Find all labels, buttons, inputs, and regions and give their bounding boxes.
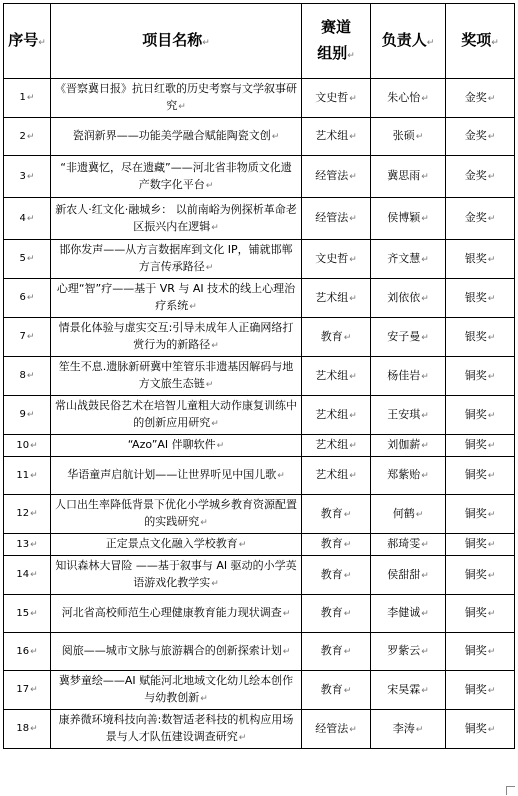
cell-award: 铜奖↵ [446, 534, 515, 556]
table-row [4, 318, 515, 357]
table-row [4, 671, 515, 710]
table-row [4, 633, 515, 671]
table-row [4, 396, 515, 435]
cell-index: 6↵ [4, 279, 51, 318]
cell-index: 10↵ [4, 435, 51, 457]
cell-project: 笙生不息.遗脉新研冀中笙管乐非遗基因解码与地方文旅生态链↵ [51, 357, 302, 396]
table-body [4, 79, 515, 749]
cell-leader: 李涛↵ [371, 710, 446, 749]
cell-leader: 冀思雨↵ [371, 156, 446, 198]
cell-award: 铜奖↵ [446, 595, 515, 633]
table-row [4, 534, 515, 556]
header-award: 奖项↵ [446, 4, 515, 79]
cell-award: 铜奖↵ [446, 556, 515, 595]
header-project: 项目名称↵ [51, 4, 302, 79]
cell-index: 3↵ [4, 156, 51, 198]
cell-project: 心理“智”疗——基于 VR 与 AI 技术的线上心理治疗系统↵ [51, 279, 302, 318]
header-row [4, 4, 515, 79]
cell-project: 华语童声启航计划——让世界听见中国儿歌↵ [51, 457, 302, 495]
table-row [4, 495, 515, 534]
cell-leader: 杨佳岩↵ [371, 357, 446, 396]
award-table [3, 3, 515, 749]
cell-project: 常山战鼓民俗艺术在培智儿童粗大动作康复训练中的创新应用研究↵ [51, 396, 302, 435]
table-row [4, 156, 515, 198]
cell-index: 12↵ [4, 495, 51, 534]
header-track: 赛道组别↵ [302, 4, 371, 79]
header-index: 序号↵ [4, 4, 51, 79]
table-row [4, 279, 515, 318]
cell-index: 18↵ [4, 710, 51, 749]
cell-track: 教育↵ [302, 595, 371, 633]
cell-award: 金奖↵ [446, 198, 515, 240]
cell-award: 铜奖↵ [446, 633, 515, 671]
table-row [4, 595, 515, 633]
cell-project: 正定景点文化融入学校教育↵ [51, 534, 302, 556]
cell-award: 铜奖↵ [446, 357, 515, 396]
cell-track: 艺术组↵ [302, 457, 371, 495]
cell-leader: 张硕↵ [371, 118, 446, 156]
cell-track: 教育↵ [302, 534, 371, 556]
cell-award: 金奖↵ [446, 156, 515, 198]
cell-index: 7↵ [4, 318, 51, 357]
cell-project: 《晋察冀日报》抗日红歌的历史考察与文学叙事研究↵ [51, 79, 302, 118]
cell-track: 文史哲↵ [302, 79, 371, 118]
cell-index: 16↵ [4, 633, 51, 671]
cell-track: 经管法↵ [302, 710, 371, 749]
cell-project: 情景化体验与虚实交互:引导未成年人正确网络打赏行为的新路径↵ [51, 318, 302, 357]
cell-leader: 朱心怡↵ [371, 79, 446, 118]
page-corner-mark [506, 786, 515, 795]
cell-leader: 宋昊霖↵ [371, 671, 446, 710]
table-row [4, 240, 515, 279]
cell-track: 经管法↵ [302, 156, 371, 198]
cell-award: 银奖↵ [446, 318, 515, 357]
cell-index: 8↵ [4, 357, 51, 396]
table-row [4, 710, 515, 749]
table-row [4, 435, 515, 457]
cell-index: 14↵ [4, 556, 51, 595]
cell-award: 金奖↵ [446, 79, 515, 118]
cell-award: 银奖↵ [446, 240, 515, 279]
header-leader: 负责人↵ [371, 4, 446, 79]
cell-project: “Azo”AI 伴聊软件↵ [51, 435, 302, 457]
cell-track: 艺术组↵ [302, 435, 371, 457]
cell-leader: 郝琦雯↵ [371, 534, 446, 556]
cell-leader: 齐文慧↵ [371, 240, 446, 279]
cell-track: 教育↵ [302, 671, 371, 710]
cell-index: 11↵ [4, 457, 51, 495]
cell-project: 人口出生率降低背景下优化小学城乡教育资源配置的实践研究↵ [51, 495, 302, 534]
cell-leader: 罗紫云↵ [371, 633, 446, 671]
cell-award: 铜奖↵ [446, 710, 515, 749]
table-row [4, 556, 515, 595]
cell-track: 教育↵ [302, 495, 371, 534]
cell-index: 13↵ [4, 534, 51, 556]
cell-leader: 刘依依↵ [371, 279, 446, 318]
cell-track: 教育↵ [302, 556, 371, 595]
cell-index: 1↵ [4, 79, 51, 118]
cell-index: 4↵ [4, 198, 51, 240]
cell-track: 经管法↵ [302, 198, 371, 240]
cell-leader: 郑紫贻↵ [371, 457, 446, 495]
cell-leader: 刘伽薪↵ [371, 435, 446, 457]
cell-index: 5↵ [4, 240, 51, 279]
cell-track: 教育↵ [302, 633, 371, 671]
cell-track: 教育↵ [302, 318, 371, 357]
cell-leader: 侯甜甜↵ [371, 556, 446, 595]
cell-leader: 侯博颖↵ [371, 198, 446, 240]
cell-index: 17↵ [4, 671, 51, 710]
cell-leader: 何鹤↵ [371, 495, 446, 534]
cell-track: 艺术组↵ [302, 279, 371, 318]
cell-project: 康养微环境科技向善:数智适老科技的机构应用场景与人才队伍建设调查研究↵ [51, 710, 302, 749]
cell-award: 金奖↵ [446, 118, 515, 156]
table-row [4, 118, 515, 156]
cell-project: 邯你发声——从方言数据库到文化 IP，铺就邯郸方言传承路径↵ [51, 240, 302, 279]
cell-track: 艺术组↵ [302, 118, 371, 156]
cell-track: 艺术组↵ [302, 396, 371, 435]
table-row [4, 457, 515, 495]
cell-leader: 李健诚↵ [371, 595, 446, 633]
cell-project: 瓷润新界——功能美学融合赋能陶瓷文创↵ [51, 118, 302, 156]
cell-award: 铜奖↵ [446, 495, 515, 534]
cell-index: 15↵ [4, 595, 51, 633]
cell-project: 冀梦童绘——AI 赋能河北地域文化幼儿绘本创作与幼教创新↵ [51, 671, 302, 710]
cell-award: 铜奖↵ [446, 671, 515, 710]
cell-project: 知识森林大冒险 ——基于叙事与 AI 驱动的小学英语游戏化教学实↵ [51, 556, 302, 595]
cell-project: 河北省高校师范生心理健康教育能力现状调查↵ [51, 595, 302, 633]
cell-track: 文史哲↵ [302, 240, 371, 279]
cell-project: 阅旅——城市文脉与旅游耦合的创新探索计划↵ [51, 633, 302, 671]
cell-index: 2↵ [4, 118, 51, 156]
cell-leader: 安子曼↵ [371, 318, 446, 357]
table-row [4, 198, 515, 240]
cell-leader: 王安琪↵ [371, 396, 446, 435]
cell-award: 铜奖↵ [446, 396, 515, 435]
cell-index: 9↵ [4, 396, 51, 435]
cell-track: 艺术组↵ [302, 357, 371, 396]
table-row [4, 357, 515, 396]
cell-award: 铜奖↵ [446, 457, 515, 495]
cell-award: 铜奖↵ [446, 435, 515, 457]
cell-project: “非遗冀忆，尽在遗藏”——河北省非物质文化遗产数字化平台↵ [51, 156, 302, 198]
cell-award: 银奖↵ [446, 279, 515, 318]
table-row [4, 79, 515, 118]
cell-project: 新农人·红文化·融城乡： 以前南峪为例探析革命老区振兴内在逻辑↵ [51, 198, 302, 240]
